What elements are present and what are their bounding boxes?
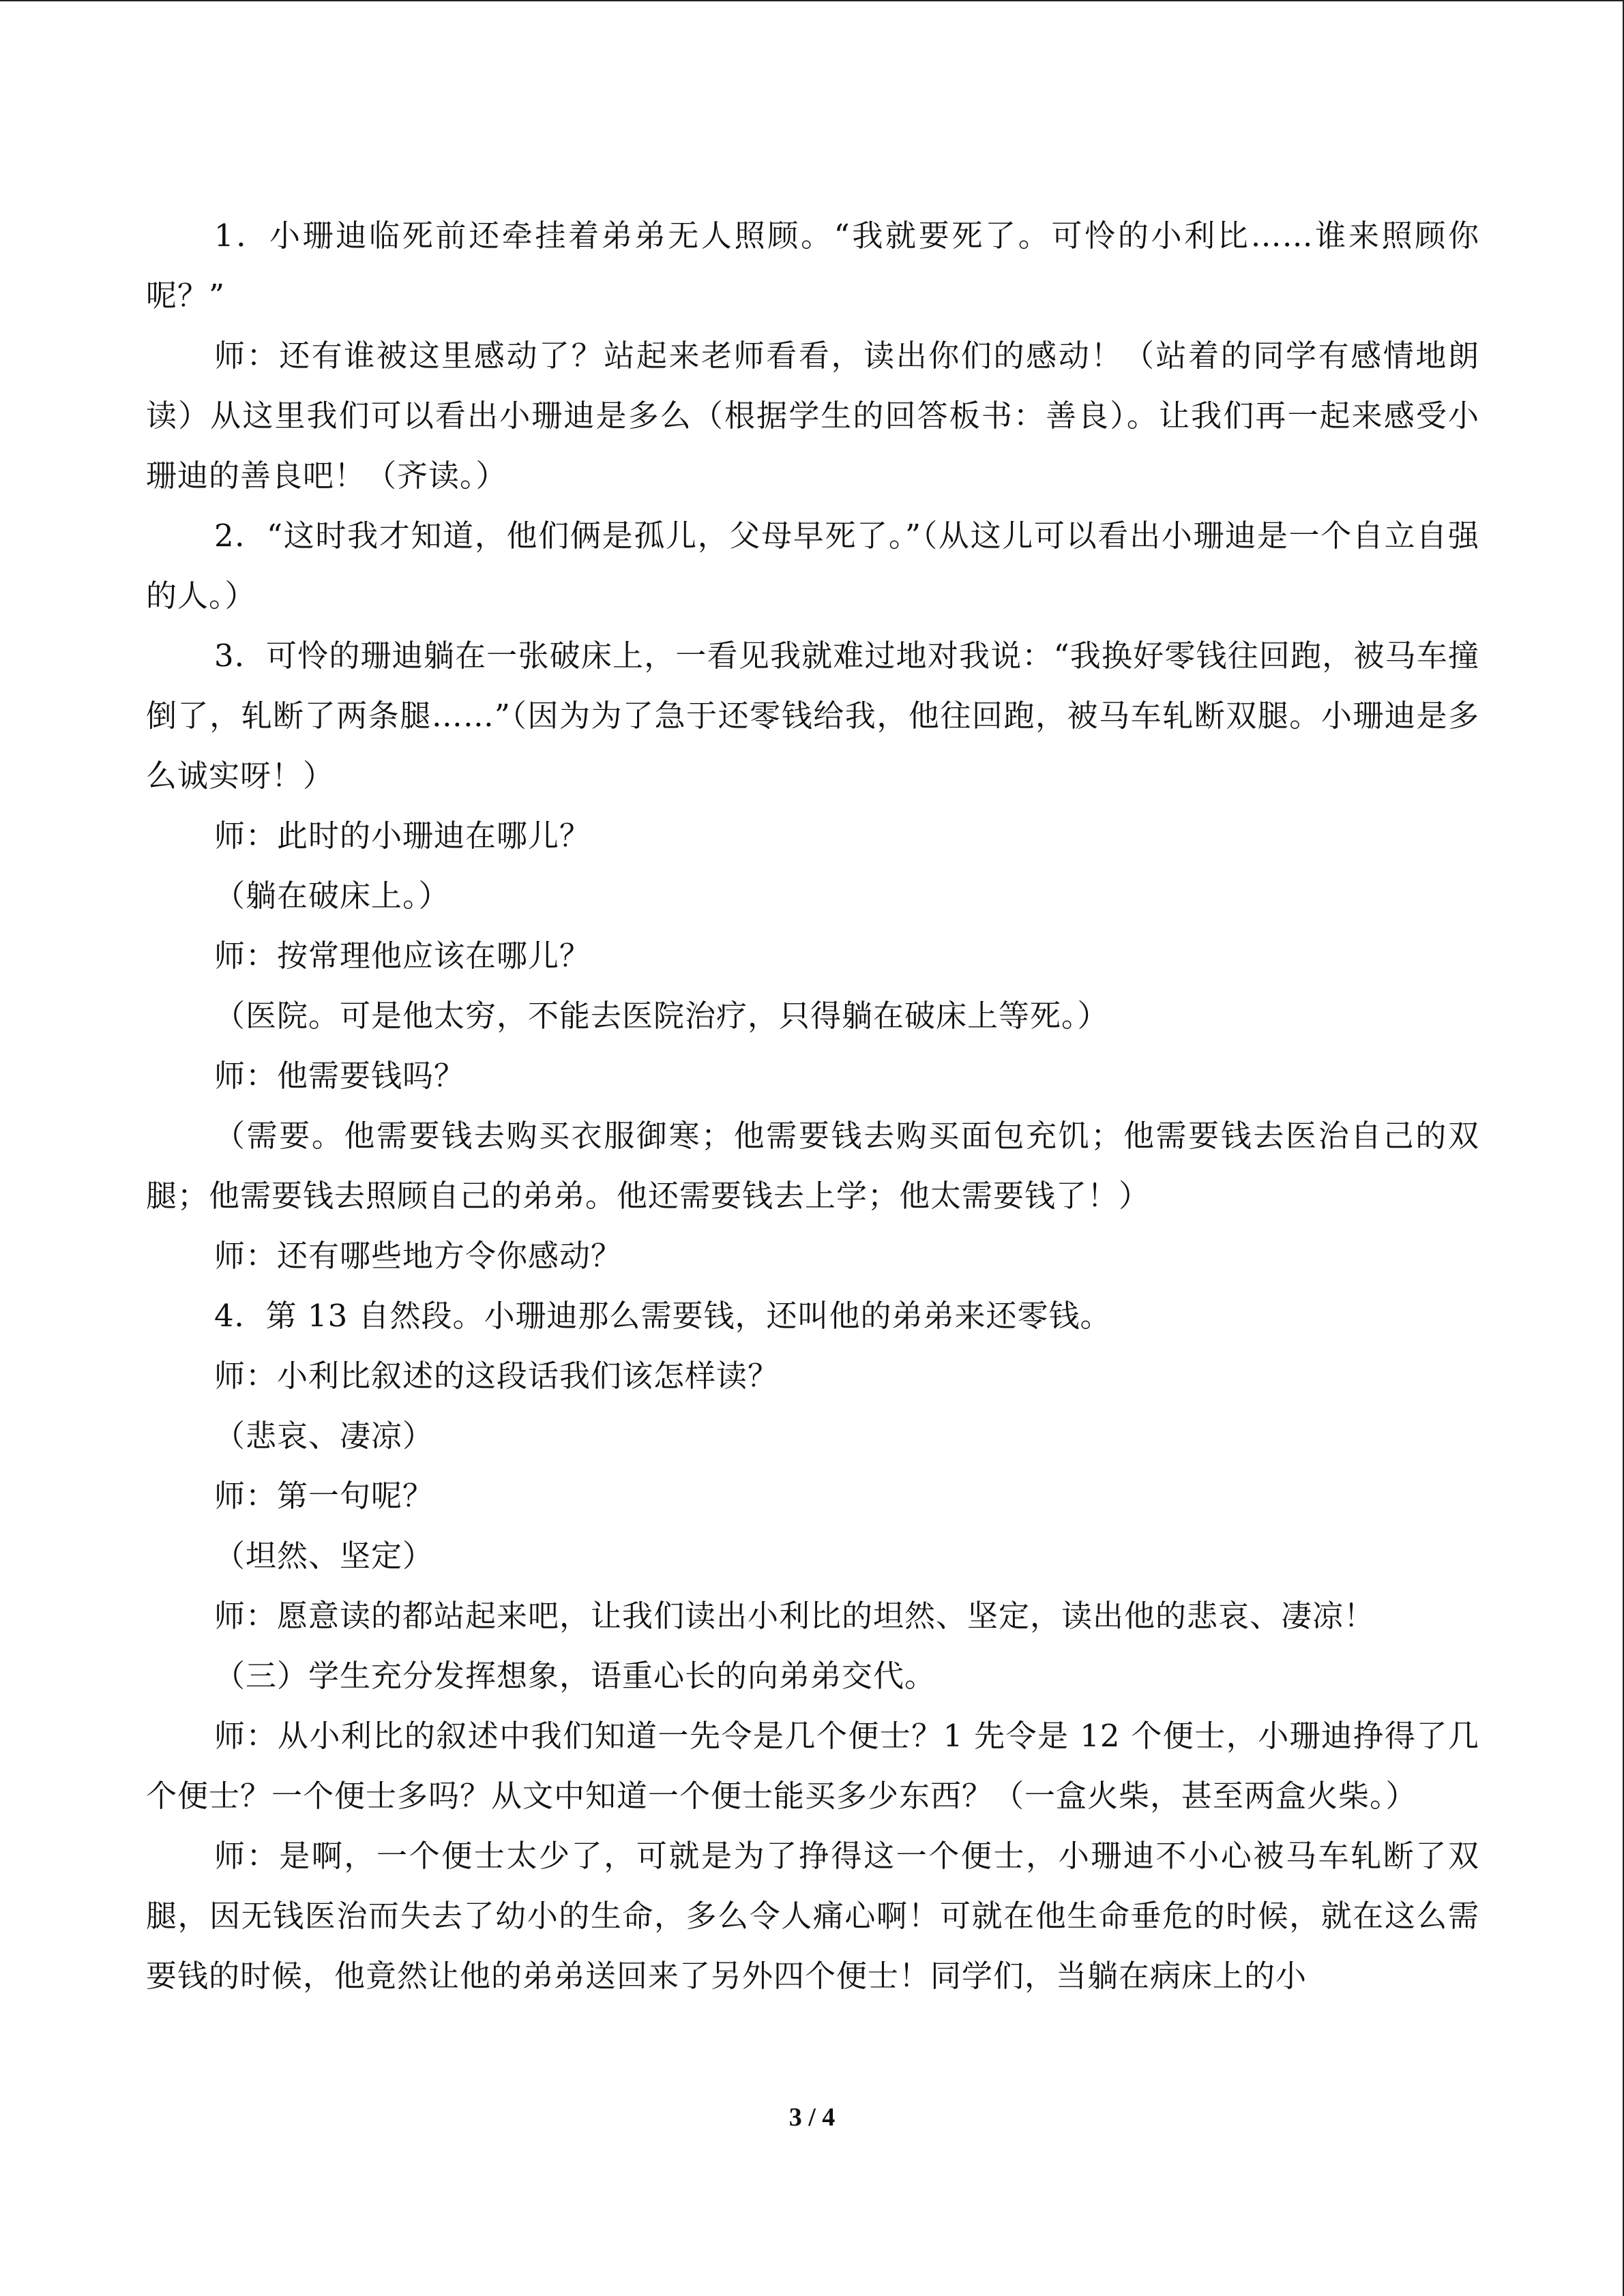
document-body xyxy=(146,206,1479,2006)
paragraph-12: 4．第 13 自然段。小珊迪那么需要钱，还叫他的弟弟来还零钱。 xyxy=(214,1298,1112,1334)
paragraph-16: （坦然、坚定） xyxy=(214,1538,434,1574)
paragraph-18: （三）学生充分发挥想象，语重心长的向弟弟交代。 xyxy=(214,1658,936,1694)
paragraph-10: （需要。他需要钱去购买衣服御寒；他需要钱去购买面包充饥；他需要钱去医治自己的双腿；他需要钱去照顾自己的弟弟。他还需要钱去上学；他太需要钱了！） xyxy=(146,1118,1479,1214)
paragraph-17: 师：愿意读的都站起来吧，让我们读出小利比的坦然、坚定，读出他的悲哀、凄凉！ xyxy=(214,1598,1376,1634)
paragraph-6: （躺在破床上。） xyxy=(214,878,450,914)
paragraph-3: 2．“这时我才知道，他们俩是孤儿，父母早死了。”（从这儿可以看出小珊迪是一个自立自强的人。） xyxy=(146,518,1479,614)
paragraph-1: 1．小珊迪临死前还牵挂着弟弟无人照顾。“我就要死了。可怜的小利比……谁来照顾你呢？” xyxy=(146,218,1479,314)
paragraph-9: 师：他需要钱吗？ xyxy=(214,1058,466,1094)
paragraph-5: 师：此时的小珊迪在哪儿？ xyxy=(214,818,591,854)
paragraph-11: 师：还有哪些地方令你感动？ xyxy=(214,1238,623,1274)
paragraph-19: 师：从小利比的叙述中我们知道一先令是几个便士？1 先令是 12 个便士，小珊迪挣得了几个便士？一个便士多吗？从文中知道一个便士能买多少东西？（一盒火柴，甚至两盒火柴。） xyxy=(146,1718,1479,1814)
paragraph-13: 师：小利比叙述的这段话我们该怎样读？ xyxy=(214,1358,780,1394)
paragraph-7: 师：按常理他应该在哪儿？ xyxy=(214,938,591,974)
paragraph-8: （医院。可是他太穷，不能去医院治疗，只得躺在破床上等死。） xyxy=(214,998,1109,1034)
paragraph-15: 师：第一句呢？ xyxy=(214,1478,434,1514)
paragraph-4: 3．可怜的珊迪躺在一张破床上，一看见我就难过地对我说：“我换好零钱往回跑，被马车撞倒了，轧断了两条腿……”（因为为了急于还零钱给我，他往回跑，被马车轧断双腿。小珊迪是多么诚实呀！） xyxy=(146,638,1479,794)
paragraph-14: （悲哀、凄凉） xyxy=(214,1418,434,1454)
paragraph-2: 师：还有谁被这里感动了？站起来老师看看，读出你们的感动！（站着的同学有感情地朗读）从这里我们可以看出小珊迪是多么（根据学生的回答板书：善良）。让我们再一起来感受小珊迪的善良吧！（齐读。） xyxy=(146,338,1479,494)
page-number: 3 / 4 xyxy=(788,2103,836,2132)
paragraph-20: 师：是啊，一个便士太少了，可就是为了挣得这一个便士，小珊迪不小心被马车轧断了双腿，因无钱医治而失去了幼小的生命，多么令人痛心啊！可就在他生命垂危的时候，就在这么需要钱的时候，他竟然让他的弟弟送回来了另外四个便士！同学们，当躺在病床上的小 xyxy=(146,1838,1479,1994)
